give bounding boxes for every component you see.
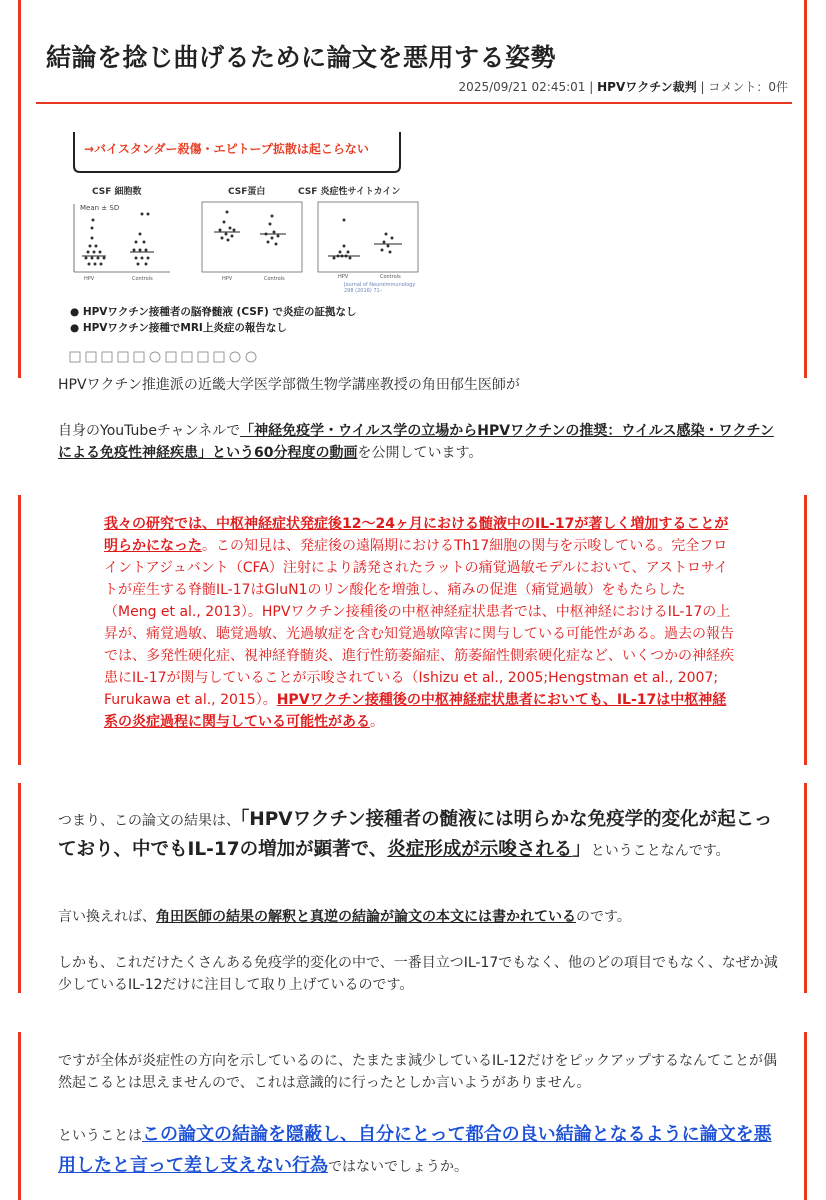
quote-end: 。 bbox=[370, 714, 384, 730]
left-border-mid bbox=[18, 783, 21, 993]
rephrase-emphasis: 角田医師の結果の解釈と真逆の結論が論文の本文には書かれている bbox=[156, 909, 576, 925]
group-label: Controls bbox=[380, 274, 401, 280]
intentional-paragraph: ですが全体が炎症性の方向を示しているのに、たまたま減少しているIL-12だけをピックアップするなんてことが偶然起こるとは思えませんので、これは意識的に行ったとしか言いようがありません。 bbox=[58, 1053, 778, 1091]
title-underline bbox=[36, 102, 792, 104]
quoted-paper-text bbox=[104, 513, 734, 733]
group-label: HPV bbox=[338, 274, 349, 280]
il12-paragraph: しかも、これだけたくさんある免疫学的変化の中で、一番目立つIL-17でもなく、他のどの項目でもなく、なぜか減少しているIL-12だけに注目して取り上げているのです。 bbox=[58, 955, 778, 993]
group-label: HPV bbox=[84, 276, 95, 282]
intro-suffix: を公開しています。 bbox=[357, 445, 483, 461]
rephrase-prefix: 言い換えれば、 bbox=[58, 909, 156, 925]
post-meta bbox=[459, 78, 788, 95]
right-border-mid bbox=[804, 783, 807, 993]
left-border-quote bbox=[18, 495, 21, 765]
category-link[interactable]: HPVワクチン裁判 bbox=[597, 80, 697, 94]
panel-title-protein: CSF蛋白 bbox=[228, 187, 266, 197]
panel-cytokine-plot bbox=[318, 202, 418, 272]
rephrase-suffix: のです。 bbox=[576, 909, 631, 925]
conclusion-suffix: ということなんです。 bbox=[590, 843, 730, 859]
panel-protein-plot bbox=[202, 202, 302, 272]
left-border-top bbox=[18, 0, 21, 378]
conclusion-paragraph bbox=[58, 805, 780, 865]
conclusion-big-2: 」 bbox=[572, 839, 591, 860]
youtube-video-link[interactable]: 「神経免疫学・ウイルス学の立場からHPVワクチンの推奨：ウイルス感染・ワクチンによる免疫性神経疾患」という60分程度の動画 bbox=[58, 423, 774, 461]
panel-title-cells: CSF 細胞数 bbox=[92, 187, 142, 197]
right-border-bottom bbox=[804, 1032, 807, 1200]
group-label: Controls bbox=[132, 276, 153, 282]
group-label: HPV bbox=[222, 276, 233, 282]
closing-paragraph bbox=[58, 1120, 778, 1182]
intro-prefix: 自身のYouTubeチャンネルで bbox=[58, 423, 241, 439]
quote-body: 。この知見は、発症後の遠隔期におけるTh17細胞の関与を示唆している。完全フロイントアジュバント（CFA）注射により誘発されたラットの痛覚過敏モデルにおいて、アストロサイトが産生する脊髄IL-17はGluN1のリン酸化を増強し、痛みの促進（痛覚過敏）をもたらした（Meng et al., 2013）。HPVワクチン接種後の中枢神経症状患者では、中枢神経におけるIL-17の上昇が、痛覚過敏、聴覚過敏、光過敏症を含む知覚過敏障害に関与している可能性がある。過去の報告では、多発性硬化症、視神経脊髄炎、進行性筋萎縮症、筋萎縮性側索硬化症など、いくつかの神経疾患にIL-17が関与していることが示唆されている（Ishizu et al., 2005;Hengstman et al., 2007; Furukawa et al., 2015）。 bbox=[104, 538, 734, 708]
meta-separator: | bbox=[589, 80, 594, 94]
comment-count[interactable]: コメント：0件 bbox=[708, 80, 788, 94]
rephrase-paragraph bbox=[58, 906, 778, 928]
intro-line-1: HPVワクチン推進派の近畿大学医学部微生物学講座教授の角田郁生医師が bbox=[58, 377, 520, 393]
post-date: 2025/09/21 02:45:01 bbox=[458, 80, 586, 94]
figure-box-text: →バイスタンダー殺傷・エピトープ拡散は起こらない bbox=[84, 142, 369, 156]
left-border-bottom bbox=[18, 1032, 21, 1200]
panel-cells-plot bbox=[74, 204, 170, 272]
figure-bullet-mri: ● HPVワクチン接種でMRI上炎症の報告なし bbox=[70, 322, 287, 334]
page-title: 結論を捻じ曲げるために論文を悪用する姿勢 bbox=[46, 43, 557, 72]
meta-separator: | bbox=[700, 80, 705, 94]
quote-highlight-1: 我々の研究では、中枢神経症状発症後12〜24ヶ月における髄液中のIL-17が著しく増加することが明らかになった bbox=[104, 516, 729, 554]
slide-figure bbox=[62, 122, 422, 362]
figure-citation: Journal of Neuroimmunology 298 (2016) 71– bbox=[344, 282, 416, 294]
closing-link[interactable]: この論文の結論を隠蔽し、自分にとって都合の良い結論となるように論文を悪用したと言って差し支えない行為 bbox=[58, 1124, 772, 1176]
right-border-quote bbox=[804, 495, 807, 765]
conclusion-underline: 炎症形成が示唆される bbox=[387, 839, 573, 860]
panel-legend: Mean ± SD bbox=[80, 204, 120, 212]
intro-paragraph bbox=[58, 420, 778, 464]
quote-highlight-2: HPVワクチン接種後の中枢神経症状患者においても、IL-17は中枢神経系の炎症過程に関与している可能性がある bbox=[104, 692, 727, 730]
figure-bullet-csf: ● HPVワクチン接種者の脳脊髄液 (CSF) で炎症の証拠なし bbox=[70, 306, 357, 318]
conclusion-prefix: つまり、この論文の結果は、 bbox=[58, 813, 240, 829]
closing-prefix: ということは bbox=[58, 1128, 142, 1144]
group-label: Controls bbox=[264, 276, 285, 282]
scatter-panels bbox=[62, 194, 422, 314]
closing-suffix: ではないでしょうか。 bbox=[328, 1159, 468, 1175]
conclusion-big-1: 「HPVワクチン接種者の髄液には明らかな免疫学的変化が起こっており、中でもIL-17の増加が顕著で、 bbox=[58, 809, 773, 860]
viewer-toolbar bbox=[66, 350, 266, 364]
panel-title-cytokine: CSF 炎症性サイトカイン bbox=[298, 187, 401, 197]
